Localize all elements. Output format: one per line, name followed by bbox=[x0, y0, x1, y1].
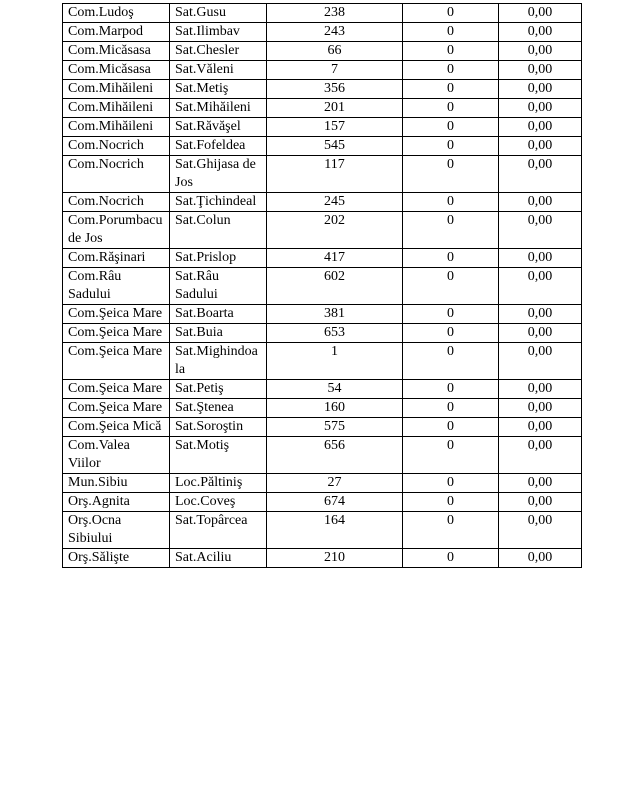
cell-amount: 0,00 bbox=[499, 212, 582, 249]
cell-amount: 0,00 bbox=[499, 324, 582, 343]
cell-locality: Sat.Ştenea bbox=[170, 399, 267, 418]
cell-commune: Com.Nocrich bbox=[63, 193, 170, 212]
cell-locality: Sat.Prislop bbox=[170, 249, 267, 268]
cell-value: 201 bbox=[267, 99, 403, 118]
cell-commune: Com.Mihăileni bbox=[63, 80, 170, 99]
cell-zero: 0 bbox=[403, 156, 499, 193]
table-body bbox=[63, 4, 582, 568]
cell-value: 66 bbox=[267, 42, 403, 61]
table-row bbox=[63, 80, 582, 99]
cell-zero: 0 bbox=[403, 137, 499, 156]
cell-value: 243 bbox=[267, 23, 403, 42]
cell-commune: Com.Şeica Mare bbox=[63, 399, 170, 418]
cell-amount: 0,00 bbox=[499, 61, 582, 80]
cell-amount: 0,00 bbox=[499, 512, 582, 549]
cell-commune: Com.Mihăileni bbox=[63, 118, 170, 137]
cell-commune: Com.Răşinari bbox=[63, 249, 170, 268]
cell-zero: 0 bbox=[403, 23, 499, 42]
cell-amount: 0,00 bbox=[499, 549, 582, 568]
cell-locality: Sat.Mighindoala bbox=[170, 343, 267, 380]
table-row bbox=[63, 418, 582, 437]
cell-commune: Com.Micăsasa bbox=[63, 42, 170, 61]
cell-zero: 0 bbox=[403, 249, 499, 268]
cell-zero: 0 bbox=[403, 193, 499, 212]
cell-zero: 0 bbox=[403, 343, 499, 380]
cell-zero: 0 bbox=[403, 42, 499, 61]
cell-amount: 0,00 bbox=[499, 249, 582, 268]
cell-value: 160 bbox=[267, 399, 403, 418]
cell-amount: 0,00 bbox=[499, 493, 582, 512]
cell-locality: Sat.Gusu bbox=[170, 4, 267, 23]
cell-value: 417 bbox=[267, 249, 403, 268]
cell-locality: Sat.Topârcea bbox=[170, 512, 267, 549]
cell-zero: 0 bbox=[403, 380, 499, 399]
cell-value: 602 bbox=[267, 268, 403, 305]
cell-zero: 0 bbox=[403, 268, 499, 305]
table-row bbox=[63, 4, 582, 23]
cell-commune: Com.Şeica Mică bbox=[63, 418, 170, 437]
cell-amount: 0,00 bbox=[499, 380, 582, 399]
cell-locality: Sat.Motiş bbox=[170, 437, 267, 474]
cell-value: 674 bbox=[267, 493, 403, 512]
cell-commune: Com.Şeica Mare bbox=[63, 380, 170, 399]
cell-locality: Sat.Metiş bbox=[170, 80, 267, 99]
cell-value: 381 bbox=[267, 305, 403, 324]
cell-locality: Sat.Ilimbav bbox=[170, 23, 267, 42]
table-row bbox=[63, 305, 582, 324]
cell-value: 27 bbox=[267, 474, 403, 493]
table-row bbox=[63, 437, 582, 474]
cell-zero: 0 bbox=[403, 418, 499, 437]
cell-amount: 0,00 bbox=[499, 305, 582, 324]
table-row bbox=[63, 249, 582, 268]
cell-value: 54 bbox=[267, 380, 403, 399]
cell-zero: 0 bbox=[403, 118, 499, 137]
cell-zero: 0 bbox=[403, 474, 499, 493]
table-row bbox=[63, 343, 582, 380]
cell-commune: Com.Nocrich bbox=[63, 156, 170, 193]
cell-locality: Sat.Răvăşel bbox=[170, 118, 267, 137]
cell-zero: 0 bbox=[403, 99, 499, 118]
table-row bbox=[63, 493, 582, 512]
cell-value: 210 bbox=[267, 549, 403, 568]
cell-locality: Sat.Văleni bbox=[170, 61, 267, 80]
cell-amount: 0,00 bbox=[499, 474, 582, 493]
cell-value: 7 bbox=[267, 61, 403, 80]
cell-zero: 0 bbox=[403, 549, 499, 568]
table-row bbox=[63, 324, 582, 343]
cell-locality: Sat.Buia bbox=[170, 324, 267, 343]
cell-amount: 0,00 bbox=[499, 268, 582, 305]
cell-commune: Orş.Agnita bbox=[63, 493, 170, 512]
cell-locality: Sat.Ţichindeal bbox=[170, 193, 267, 212]
cell-amount: 0,00 bbox=[499, 137, 582, 156]
table-row bbox=[63, 512, 582, 549]
table-row bbox=[63, 549, 582, 568]
cell-amount: 0,00 bbox=[499, 156, 582, 193]
cell-value: 356 bbox=[267, 80, 403, 99]
cell-commune: Com.Mihăileni bbox=[63, 99, 170, 118]
cell-zero: 0 bbox=[403, 61, 499, 80]
cell-zero: 0 bbox=[403, 493, 499, 512]
cell-locality: Sat.Chesler bbox=[170, 42, 267, 61]
table-row bbox=[63, 268, 582, 305]
cell-commune: Com.Şeica Mare bbox=[63, 324, 170, 343]
cell-value: 1 bbox=[267, 343, 403, 380]
cell-locality: Sat.Ghijasa de Jos bbox=[170, 156, 267, 193]
table-row bbox=[63, 23, 582, 42]
cell-zero: 0 bbox=[403, 399, 499, 418]
table-row bbox=[63, 399, 582, 418]
cell-amount: 0,00 bbox=[499, 118, 582, 137]
table-row bbox=[63, 193, 582, 212]
cell-zero: 0 bbox=[403, 80, 499, 99]
cell-commune: Orş.Ocna Sibiului bbox=[63, 512, 170, 549]
cell-value: 202 bbox=[267, 212, 403, 249]
table-row bbox=[63, 474, 582, 493]
cell-amount: 0,00 bbox=[499, 437, 582, 474]
cell-amount: 0,00 bbox=[499, 418, 582, 437]
cell-value: 238 bbox=[267, 4, 403, 23]
cell-amount: 0,00 bbox=[499, 399, 582, 418]
cell-locality: Sat.Mihăileni bbox=[170, 99, 267, 118]
cell-zero: 0 bbox=[403, 512, 499, 549]
table-row bbox=[63, 380, 582, 399]
cell-value: 545 bbox=[267, 137, 403, 156]
cell-value: 653 bbox=[267, 324, 403, 343]
cell-locality: Sat.Petiş bbox=[170, 380, 267, 399]
cell-commune: Com.Nocrich bbox=[63, 137, 170, 156]
cell-commune: Com.Şeica Mare bbox=[63, 305, 170, 324]
cell-locality: Sat.Fofeldea bbox=[170, 137, 267, 156]
cell-locality: Loc.Păltiniş bbox=[170, 474, 267, 493]
cell-value: 164 bbox=[267, 512, 403, 549]
cell-zero: 0 bbox=[403, 437, 499, 474]
cell-amount: 0,00 bbox=[499, 99, 582, 118]
table-row bbox=[63, 42, 582, 61]
cell-commune: Com.Ludoş bbox=[63, 4, 170, 23]
table-row bbox=[63, 118, 582, 137]
cell-value: 245 bbox=[267, 193, 403, 212]
cell-locality: Sat.Boarta bbox=[170, 305, 267, 324]
cell-locality: Sat.Râu Sadului bbox=[170, 268, 267, 305]
cell-value: 575 bbox=[267, 418, 403, 437]
cell-zero: 0 bbox=[403, 305, 499, 324]
cell-zero: 0 bbox=[403, 4, 499, 23]
cell-locality: Sat.Aciliu bbox=[170, 549, 267, 568]
cell-zero: 0 bbox=[403, 212, 499, 249]
table-row bbox=[63, 61, 582, 80]
cell-amount: 0,00 bbox=[499, 193, 582, 212]
cell-amount: 0,00 bbox=[499, 4, 582, 23]
table-row bbox=[63, 156, 582, 193]
cell-value: 656 bbox=[267, 437, 403, 474]
cell-value: 117 bbox=[267, 156, 403, 193]
cell-locality: Sat.Soroştin bbox=[170, 418, 267, 437]
table-row bbox=[63, 137, 582, 156]
cell-commune: Com.Şeica Mare bbox=[63, 343, 170, 380]
cell-amount: 0,00 bbox=[499, 42, 582, 61]
cell-amount: 0,00 bbox=[499, 80, 582, 99]
cell-commune: Com.Valea Viilor bbox=[63, 437, 170, 474]
table-row bbox=[63, 99, 582, 118]
cell-amount: 0,00 bbox=[499, 23, 582, 42]
cell-commune: Com.Marpod bbox=[63, 23, 170, 42]
cell-locality: Sat.Colun bbox=[170, 212, 267, 249]
cell-commune: Mun.Sibiu bbox=[63, 474, 170, 493]
cell-commune: Com.Râu Sadului bbox=[63, 268, 170, 305]
cell-amount: 0,00 bbox=[499, 343, 582, 380]
table-row bbox=[63, 212, 582, 249]
localities-table bbox=[62, 3, 582, 568]
cell-value: 157 bbox=[267, 118, 403, 137]
cell-locality: Loc.Coveş bbox=[170, 493, 267, 512]
cell-commune: Com.Micăsasa bbox=[63, 61, 170, 80]
cell-zero: 0 bbox=[403, 324, 499, 343]
cell-commune: Orş.Sălişte bbox=[63, 549, 170, 568]
cell-commune: Com.Porumbacu de Jos bbox=[63, 212, 170, 249]
